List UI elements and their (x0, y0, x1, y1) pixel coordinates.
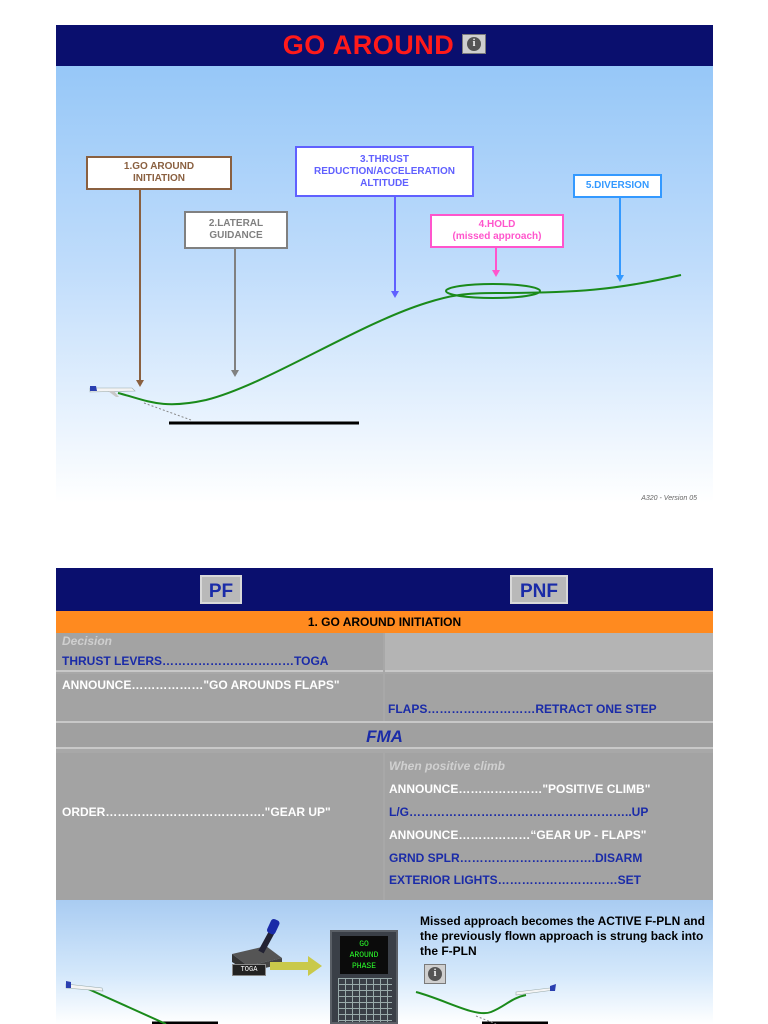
arrow-4-head (492, 270, 500, 277)
header-bar (56, 568, 713, 611)
pnf-cell-empty (385, 633, 713, 672)
missed-approach-note: Missed approach becomes the ACTIVE F-PLN and the previously flown approach is strung back into the F-PLN (420, 914, 705, 958)
flight-path (118, 275, 681, 404)
toga-label: TOGA (232, 964, 266, 976)
info-icon: i (467, 37, 481, 51)
approach-path-left (86, 988, 166, 1024)
thrust-levers-item: THRUST LEVERS……………………………TOGA (62, 654, 329, 668)
mcdu-keypad (338, 978, 392, 1022)
pf-tag: PF (200, 575, 242, 604)
announce-positive-climb-item: ANNOUNCE…………………"POSITIVE CLIMB" (389, 782, 651, 796)
exterior-lights-item: EXTERIOR LIGHTS…………………………SET (389, 873, 642, 887)
arrow-2-head (231, 370, 239, 377)
flight-path-diagram (56, 25, 713, 503)
hold-pattern (446, 284, 540, 298)
box-hold: 4.HOLD (missed approach) (430, 214, 564, 248)
box-lateral-guidance: 2.LATERAL GUIDANCE (184, 211, 288, 249)
box-diversion: 5.DIVERSION (573, 174, 662, 198)
procedure-slide (56, 568, 713, 1024)
arrow-3-head (391, 291, 399, 298)
version-label: A320 - Version 05 (641, 495, 697, 502)
mcdu-screen: GO AROUND PHASE (340, 936, 388, 974)
flaps-item: FLAPS………………………RETRACT ONE STEP (388, 702, 657, 716)
fma-row: FMA (56, 721, 713, 749)
pnf-tag: PNF (510, 575, 568, 604)
mcdu-display (330, 930, 398, 1024)
landing-gear-item: L/G………………………………………………..UP (389, 805, 649, 819)
ground-spoiler-item: GRND SPLR…………………………….DISARM (389, 851, 643, 865)
order-gear-up-item: ORDER…………………………………."GEAR UP" (62, 805, 331, 819)
aircraft-right-icon (516, 984, 556, 995)
info-button-2[interactable] (424, 964, 446, 984)
aircraft-left-icon (66, 981, 103, 991)
go-around-illustration (56, 900, 713, 1024)
go-around-slide (56, 25, 713, 503)
glide-dashed (144, 403, 191, 420)
info-icon-2: i (428, 967, 442, 981)
box-thrust-reduction: 3.THRUST REDUCTION/ACCELERATION ALTITUDE (295, 146, 474, 197)
pf-cell-order (56, 753, 383, 900)
section-go-around-initiation: 1. GO AROUND INITIATION (56, 611, 713, 633)
announce-gear-up-flaps-item: ANNOUNCE………………“GEAR UP - FLAPS" (389, 828, 647, 842)
slide-title-text: GO AROUND (282, 30, 455, 60)
decision-label: Decision (62, 634, 113, 648)
approach-path-right (416, 992, 526, 1013)
box-go-around-initiation: 1.GO AROUND INITIATION (86, 156, 232, 190)
arrow-1-head (136, 380, 144, 387)
arrow-5-head (616, 275, 624, 282)
when-positive-climb-label: When positive climb (389, 759, 506, 773)
announce-go-around-item: ANNOUNCE………………"GO AROUNDS FLAPS" (62, 678, 340, 692)
